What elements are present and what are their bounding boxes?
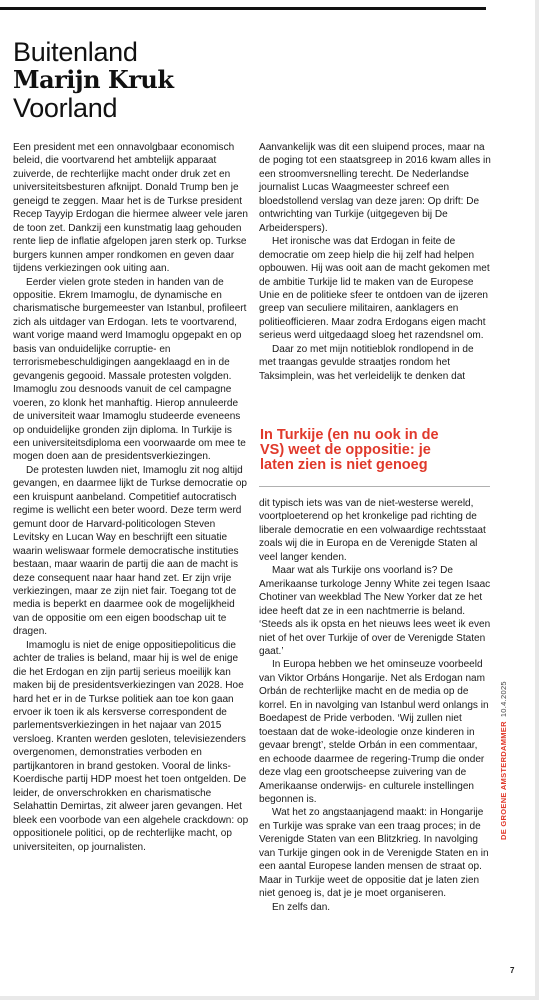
paragraph: De protesten luwden niet, Imamoglu zit nog altijd gevangen, en daarmee lijkt de Turkse democratie op een kruispunt aanbeland. Competitief autocratisch regime is wellicht een beter woord. Deze term werd gemunt door de Harvard-politicologen Steven Levitsky en Lucan Way en beschrijft een situatie waarin weliswaar formele democratische instituties bestaan, maar waarin de partij die aan de macht is deze consequent naar haar hand zet. Er zijn vrije verkiezingen, maar ze zijn niet fair. Toegang tot de media is beperkt en daarmee ook de mogelijkheid van de oppositie om een eigen boodschap uit te dragen.	[13, 464, 248, 638]
page-edge	[0, 996, 539, 1000]
publication-name: DE GROENE AMSTERDAMMER	[499, 721, 508, 840]
paragraph: Daar zo met mijn notitieblok rondlopend in de met traangas gevulde straatjes rondom het Taksimplein, was het verleidelijk te denken dat	[259, 343, 474, 382]
top-rule	[0, 7, 486, 10]
publication-date: 10.4.2025	[499, 681, 508, 718]
paragraph: In Europa hebben we het ominseuze voorbeeld van Viktor Orbáns Hongarije. Net als Erdogan nam Orbán de rechterlijke macht en de media op de korrel. En in navolging van Istanbul werd onlangs in Boedapest de Pride verboden. ‘Wij zullen niet toestaan dat de woke-ideologie onze kinderen in gevaar brengt’, stelde Orbán in een commentaar, en echoode daarmee de regering-Trump die onder deze vlag een grootscheepse zuivering van de Amerikaanse onderwijs- en culturele instellingen begonnen is.	[259, 659, 489, 805]
author-name: Marijn Kruk	[13, 65, 174, 94]
paragraph: Aanvankelijk was dit een sluipend proces, maar na de poging tot een staatsgreep in 2016 kwam alles in een stroomversnelling terecht. De Nederlandse journalist Lucas Waagmeester schreef een bloedstollend verslag van deze jaren: Op drift: De ontwrichting van Turkije (uitgegeven bij De Arbeiderspers).	[259, 142, 491, 234]
pull-quote: In Turkije (en nu ook in de VS) weet de oppositie: je laten zien is niet genoeg	[260, 427, 439, 473]
publication-credit	[498, 681, 510, 840]
column-title: Voorland	[13, 93, 118, 123]
paragraph: Het ironische was dat Erdogan in feite de democratie om zeep hielp die hij zelf had helpen opbouwen. Hij was ooit aan de macht gekomen met de ambitie Turkije lid te maken van de Europese Unie en de politieke sfeer te ontdoen van de ijzeren greep van seculiere militairen, aanklagers en politieofficieren. Maar zodra Erdogans eigen macht serieus werd uitgedaagd sloeg het razendsnel om.	[259, 236, 490, 342]
paragraph: Een president met een onnavolgbaar economisch beleid, die voortvarend het ambtelijk apparaat zuiverde, de rechterlijke macht onder druk zet en universiteitsbesturen afknijpt. Donald Trump ben je geneigd te zeggen. Maar het is de Turkse president Recep Tayyip Erdogan die hiermee alweer vele jaren de toon zet. Dankzij een kunstmatig laag gehouden rente liep de inflatie afgelopen jaren sterk op. Turkse burgers kunnen amper rondkomen en geven daar tijdens verkiezingen ook uiting aan.	[13, 142, 248, 275]
paragraph: En zelfs dan.	[272, 901, 331, 913]
paragraph: Eerder vielen grote steden in handen van de oppositie. Ekrem Imamoglu, de dynamische en charismatische burgemeester van Istanbul, profileert zich als uitdager van Erdogan. Iets te voortvarend, want vorige maand werd Imamoglu opgepakt en op basis van onduidelijke corruptie- en terrorismebeschuldigingen aangeklaagd en in de gevangenis gegooid. Massale protesten volgden. Imamoglu zou desnoods vanuit de cel campagne voeren, zo klonk het manhaftig. Hierop annuleerde de universiteit waar Imamoglu studeerde eveneens op onduidelijke gronden zijn diploma. In Turkije is een universiteitsdiploma een voorwaarde om mee te mogen doen aan de presidentsverkiezingen.	[13, 276, 247, 463]
pull-quote-divider	[259, 486, 490, 487]
paragraph: Imamoglu is niet de enige oppositiepoliticus die achter de tralies is beland, maar hij is wel de enige die het Erdogan en zijn partij serieus moeilijk kan maken bij de presidentsverkiezingen van 2028. Hoe hard het er in de Turkse politiek aan toe kon gaan ervoer ik toen ik als kersverse correspondent de parlementsverkiezingen in het najaar van 2015 versloeg. Kranten werden gesloten, televisiezenders overgenomen, demonstraties verboden en partijkantoren in brand gestoken. Vooral de links-Koerdische partij HDP moest het toen ontgelden. De leider, de onverschrokken en charismatische Selahattin Demirtas, zit alweer jaren gevangen. Het bleek een voorbode van een algehele crackdown: op oppositionele politici, op de rechterlijke macht, op universiteiten, op journalisten.	[13, 639, 249, 853]
column-header	[13, 38, 253, 122]
right-column-top	[259, 141, 491, 383]
right-column-bottom	[259, 497, 491, 914]
paragraph: Maar wat als Turkije ons voorland is? De Amerikaanse turkologe Jenny White zei tegen Isaac Chotiner van weekblad The New Yorker dat ze het idee heeft dat ze in een nachtmerrie is beland. ‘Steeds als ik opsta en het nieuws lees weet ik even niet of het over Turkije of over de Verenigde Staten gaat.’	[259, 565, 491, 657]
left-column	[13, 141, 250, 854]
paragraph: dit typisch iets was van de niet-westerse wereld, voortploeterend op het kronkelige pad richting de liberale democratie en een volwaardige rechtsstaat zoals wij die in Europa en de Verenigde Staten al veel langer kenden.	[259, 498, 486, 563]
paragraph: Wat het zo angstaanjagend maakt: in Hongarije en Turkije was sprake van een traag proces; in de Verenigde Staten van een Blitzkrieg. In navolging van Turkije gingen ook in de Verenigde Staten en in een aantal Europese landen mensen de straat op. Maar in Turkije weet de oppositie dat je laten zien niet genoeg is, dat je je moet organiseren.	[259, 807, 489, 900]
page-number: 7	[510, 966, 515, 975]
page-edge	[535, 0, 539, 1000]
section-title: Buitenland	[13, 37, 138, 67]
